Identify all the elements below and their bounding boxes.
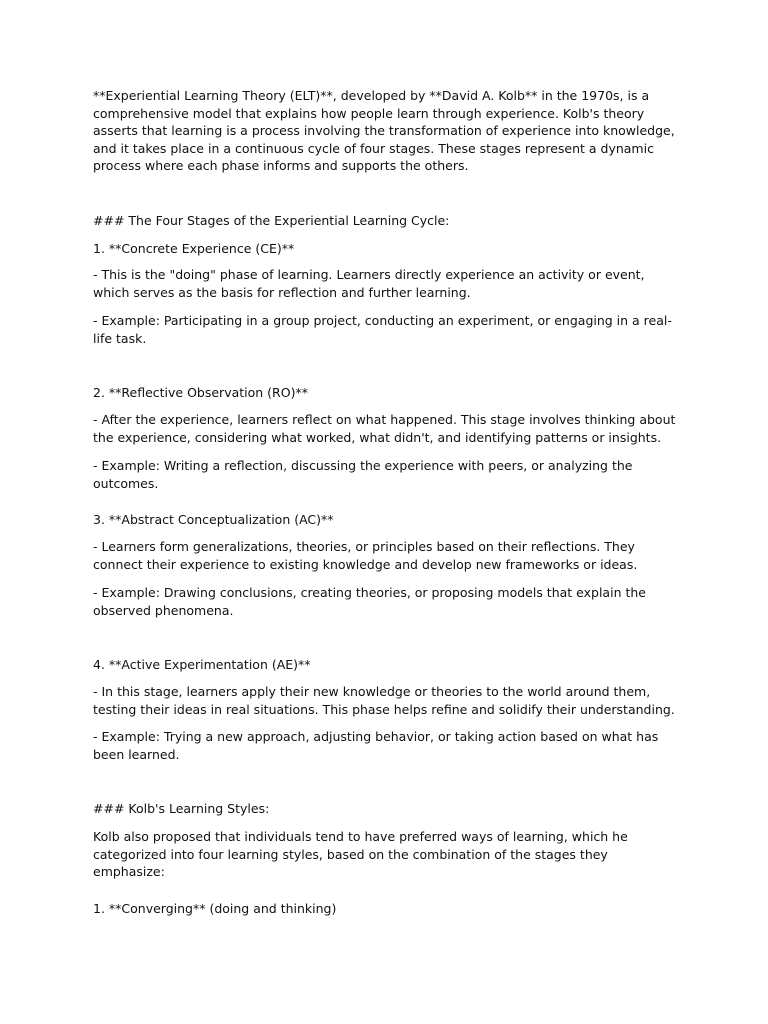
learning-styles-intro: Kolb also proposed that individuals tend to have preferred ways of learning, which he categorized into four learning styles, based on the combination of the stages they emphasize: (93, 829, 628, 880)
stage-1-description: - This is the "doing" phase of learning. Learners directly experience an activity or event, which serves as the basis for reflection and further learning. (93, 267, 645, 300)
stage-3-title: 3. **Abstract Conceptualization (AC)** (93, 512, 334, 527)
stage-1-example: - Example: Participating in a group project, conducting an experiment, or engaging in a real-life task. (93, 313, 672, 346)
stage-2-example: - Example: Writing a reflection, discussing the experience with peers, or analyzing the outcomes. (93, 458, 633, 491)
intro-paragraph: **Experiential Learning Theory (ELT)**, developed by **David A. Kolb** in the 1970s, is a comprehensive model that explains how people learn through experience. Kolb's theory asserts that learning is a process involving the transformation of experience into knowledge, and it takes place in a continuous cycle of four stages. These stages represent a dynamic process where each phase informs and supports the others. (93, 88, 675, 174)
stage-3-description: - Learners form generalizations, theories, or principles based on their reflections. They connect their experience to existing knowledge and develop new frameworks or ideas. (93, 539, 638, 572)
style-1-title: 1. **Converging** (doing and thinking) (93, 901, 337, 916)
stage-3-example: - Example: Drawing conclusions, creating theories, or proposing models that explain the observed phenomena. (93, 585, 646, 618)
stage-4-title: 4. **Active Experimentation (AE)** (93, 657, 311, 672)
section-heading-four-stages: ### The Four Stages of the Experiential Learning Cycle: (93, 213, 450, 228)
section-heading-learning-styles: ### Kolb's Learning Styles: (93, 801, 270, 816)
stage-4-description: - In this stage, learners apply their new knowledge or theories to the world around them, testing their ideas in real situations. This phase helps refine and solidify their understanding. (93, 684, 675, 717)
stage-4-example: - Example: Trying a new approach, adjusting behavior, or taking action based on what has been learned. (93, 729, 659, 762)
stage-2-description: - After the experience, learners reflect on what happened. This stage involves thinking about the experience, considering what worked, what didn't, and identifying patterns or insights. (93, 412, 676, 445)
stage-1-title: 1. **Concrete Experience (CE)** (93, 241, 295, 256)
stage-2-title: 2. **Reflective Observation (RO)** (93, 385, 308, 400)
